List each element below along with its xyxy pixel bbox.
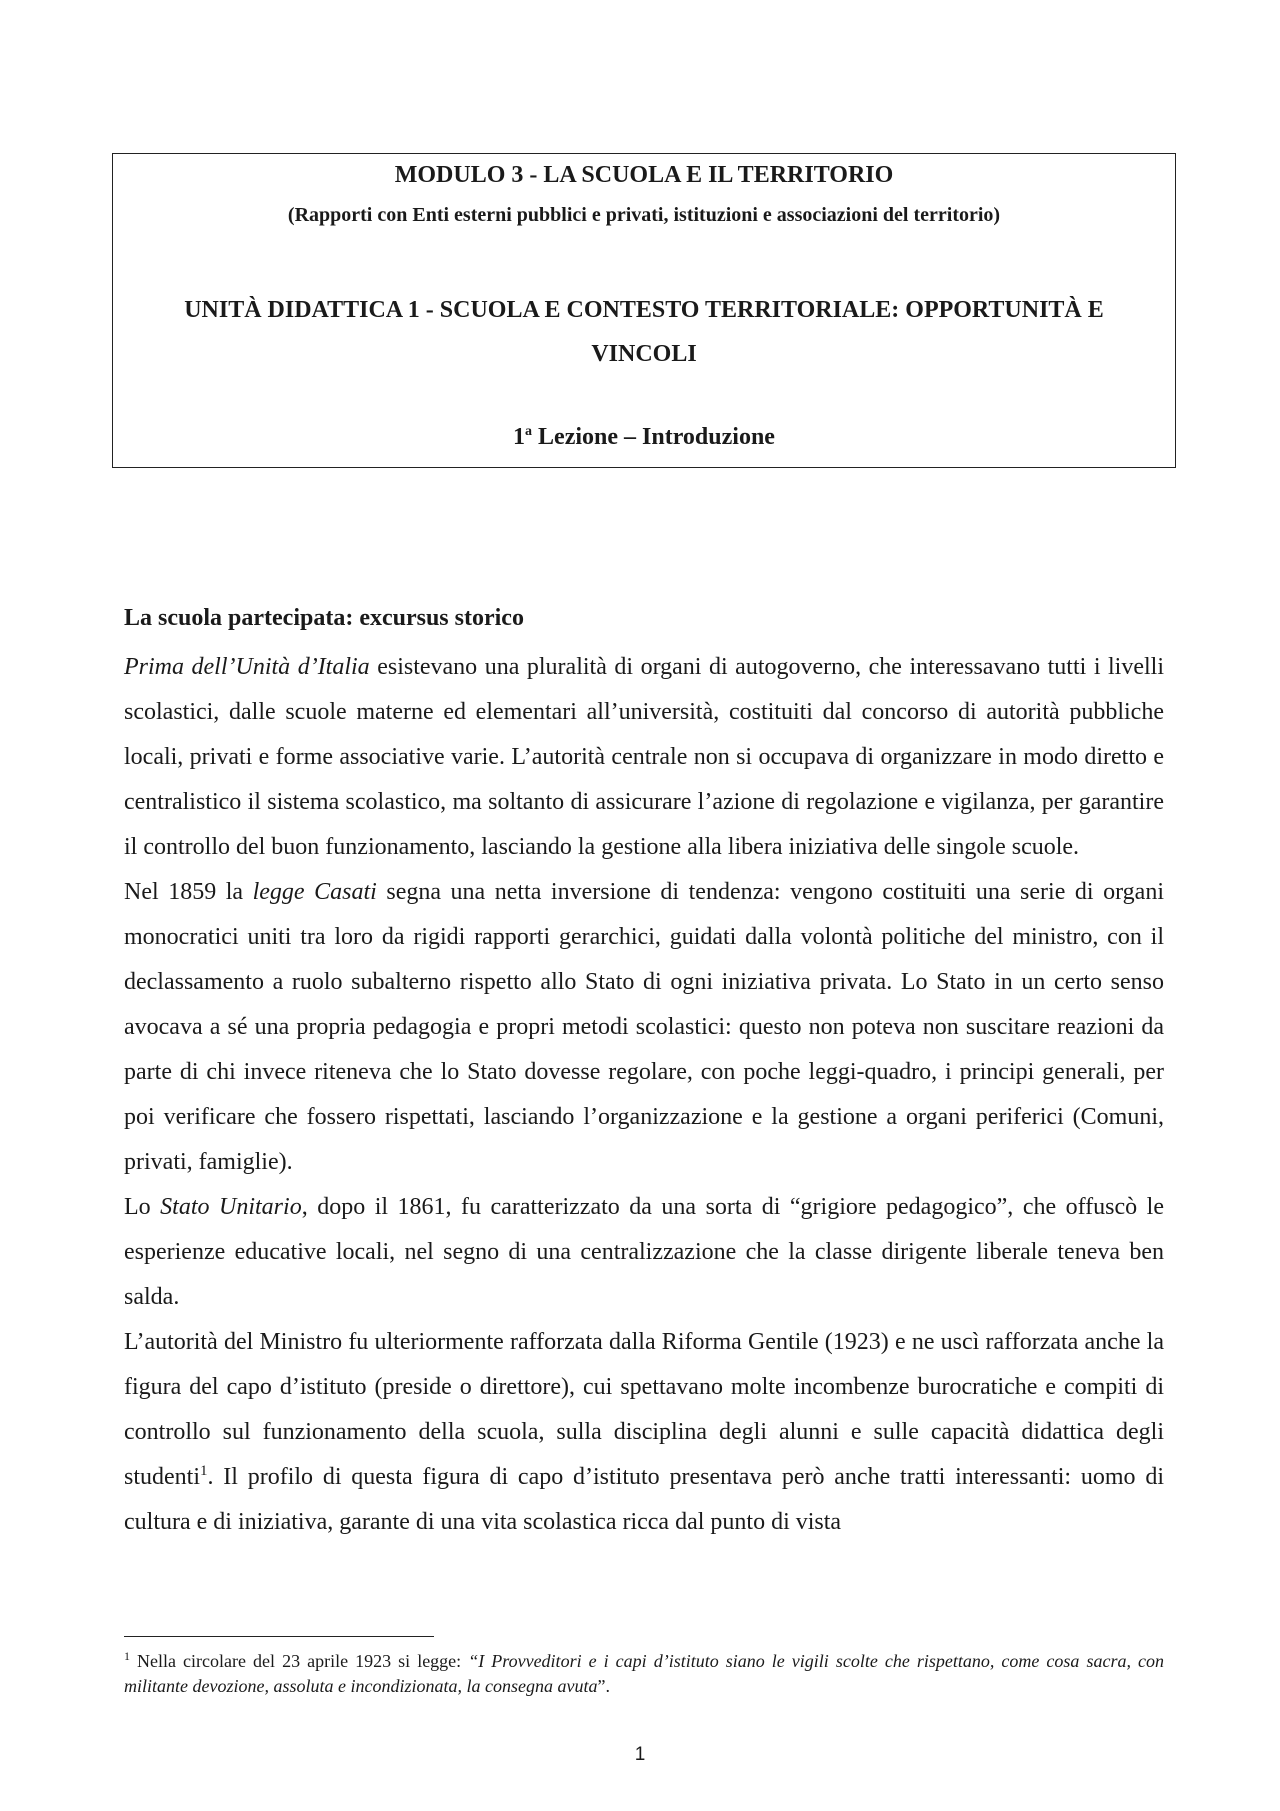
section-heading: La scuola partecipata: excursus storico [124,605,524,631]
footnote: $^1$ Nella circolare del 23 aprile 1923 si legge: “I Provveditori e i capi d’istituto siano le vigili scolte che rispettano, come cosa sacra, con militante devozione, assoluta e incondizionata, la consegna avuta”. [124,1649,1164,1696]
footnote-quote: “I Provveditori e i capi d’istituto siano le vigili scolte che rispettano, come cosa sacra, con militante devozione, assoluta e incondizionata, la consegna avuta [124,1651,1164,1696]
page-number: 1 [634,1744,646,1765]
paragraph-3: Lo Stato Unitario, dopo il 1861, fu caratterizzato da una sorta di “grigiore pedagogico”, che offuscò le esperienze educative locali, nel segno di una centralizzazione che la classe dirigente liberale teneva ben salda. [124,1194,1164,1310]
module-title: MODULO 3 - LA SCUOLA E IL TERRITORIO [394,162,894,188]
paragraph-4: L’autorità del Ministro fu ulteriormente rafforzata dalla Riforma Gentile (1923) e ne uscì rafforzata anche la figura del capo d’istituto (preside o direttore), cui spettavano molte incombenze burocratiche e compiti di controllo sul funzionamento della scuola, sulla disciplina degli alunni e sulle capacità didattica degli studenti$^1$. Il profilo di questa figura di capo d’istituto presentava però anche tratti interessanti: uomo di cultura e di iniziativa, garante di una vita scolastica ricca dal punto di vista [124,1329,1164,1535]
paragraph-2-emphasis: legge Casati [252,879,377,905]
lesson-label: Lezione – Introduzione [532,424,775,450]
lesson-number: 1 [513,424,526,450]
paragraph-3-emphasis: Stato Unitario [160,1194,302,1220]
unit-title: UNITÀ DIDATTICA 1 - SCUOLA E CONTESTO TERRITORIALE: OPPORTUNITÀ E VINCOLI [184,297,1104,367]
footnote-divider [124,1636,434,1637]
footnote-reference[interactable]: 1 [200,1463,208,1479]
paragraph-1: Prima dell’Unità d’Italia esistevano una pluralità di organi di autogoverno, che interessavano tutti i livelli scolastici, dalle scuole materne ed elementari all’università, costituiti dal concorso di autorità pubbliche locali, privati e forme associative varie. L’autorità centrale non si occupava di organizzare in modo diretto e centralistico il sistema scolastico, ma soltanto di assicurare l’azione di regolazione e vigilanza, per garantire il controllo del buon funzionamento, lasciando la gestione alla libera iniziativa delle singole scuole. [124,654,1164,860]
paragraph-2: Nel 1859 la legge Casati segna una netta inversione di tendenza: vengono costituiti una serie di organi monocratici uniti tra loro da rigidi rapporti gerarchici, guidati dalla volontà politiche del ministro, con il declassamento a ruolo subalterno rispetto allo Stato di ogni iniziativa privata. Lo Stato in un certo senso avocava a sé una propria pedagogia e propri metodi scolastici: questo non poteva non suscitare reazioni da parte di chi invece riteneva che lo Stato dovesse regolare, con poche leggi-quadro, i principi generali, per poi verificare che fossero rispettati, lasciando l’organizzazione e la gestione a organi periferici (Comuni, privati, famiglie). [124,879,1164,1175]
footnote-number: 1 [124,1649,130,1663]
lesson-title [113,424,1175,451]
paragraph-1-emphasis: Prima dell’Unità d’Italia [124,654,370,680]
lesson-ordinal: a [525,424,533,439]
body-text [124,645,1164,1545]
module-header-box [112,153,1176,468]
module-subtitle: (Rapporti con Enti esterni pubblici e privati, istituzioni e associazioni del territorio) [287,204,1001,226]
